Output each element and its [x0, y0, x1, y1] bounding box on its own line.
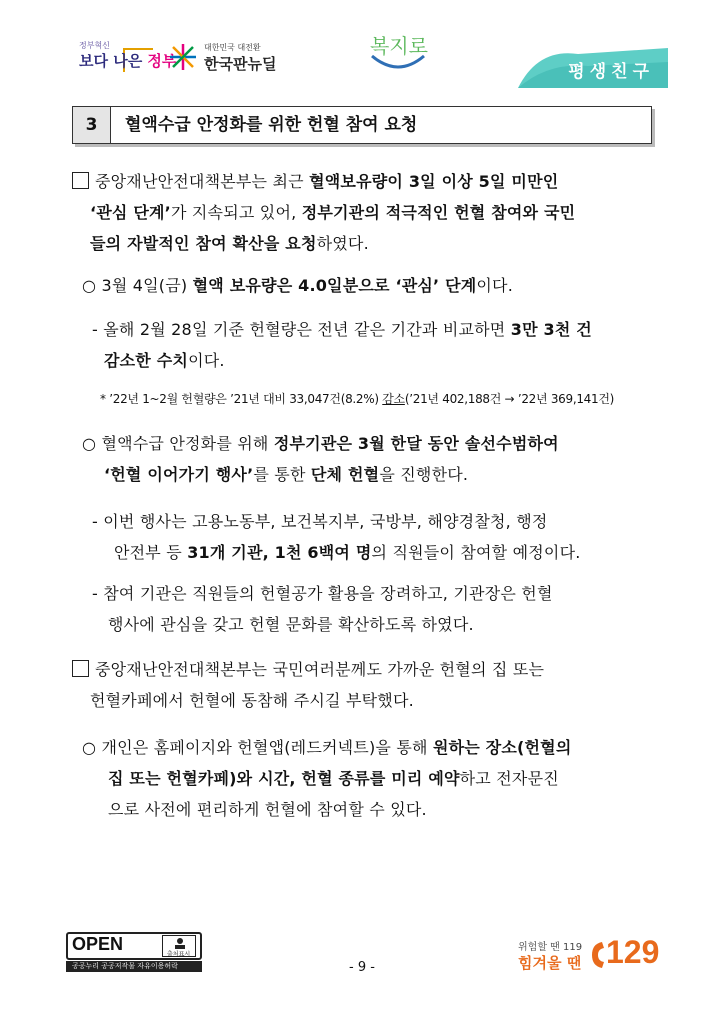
section-title-box [72, 106, 652, 144]
text-span: - 올해 2월 28일 기준 헌혈량은 전년 같은 기간과 비교하면 [92, 320, 511, 339]
gov-logo-big-text [79, 50, 176, 71]
gov-logo-suffix: 정부 [147, 52, 177, 70]
text-span: ○ 3월 4일(금) [82, 276, 193, 295]
text-line: - 이번 행사는 고용노동부, 보건복지부, 국방부, 해양경찰청, 행정 [92, 512, 548, 531]
paragraph-blood-reserve [82, 270, 513, 301]
gov-logo-small-text: 정부혁신 [79, 41, 110, 50]
person-icon [174, 937, 186, 949]
gov-logo-prefix: 보다 나은 [79, 52, 143, 70]
text-span-bold: 집 또는 헌혈카페)와 시간, 헌혈 종류를 미리 예약 [108, 769, 460, 788]
text-span: (’21년 402,188건 → ’22년 369,141건) [404, 392, 615, 406]
text-span-bold: 3만 3천 건 [510, 320, 592, 339]
open-caption: 공공누리 공공저작물 자유이용허락 [72, 962, 178, 970]
bokjiro-text: 복지로 [370, 34, 428, 58]
text-span: 을 진행한다. [379, 465, 469, 484]
text-span-bold: 31개 기관, 1천 6백여 명 [187, 543, 372, 562]
paragraph-participating-agencies [92, 506, 581, 568]
paragraph-government-event [82, 428, 559, 490]
text-span-bold: ‘관심 단계’ [90, 203, 171, 222]
text-span: 이다. [188, 351, 225, 370]
paragraph-request-overview [72, 166, 575, 259]
text-line: 헌혈카페에서 헌혈에 동참해 주시길 부탁했다. [90, 691, 414, 710]
paragraph-agency-heads [92, 578, 553, 640]
bokjiro-logo [368, 30, 448, 80]
text-line: 으로 사전에 편리하게 헌혈에 참여할 수 있다. [108, 800, 427, 819]
text-span-bold: 혈액보유량이 3일 이상 5일 미만인 [309, 172, 559, 191]
text-span: 안전부 등 [114, 543, 188, 562]
text-span-bold: 정부기관의 적극적인 헌혈 참여와 국민 [301, 203, 576, 222]
hotline-number: 129 [606, 934, 660, 970]
text-span: 중앙재난안전대책본부는 국민여러분께도 가까운 헌혈의 집 또는 [95, 660, 545, 679]
text-span-bold: 정부기관은 3월 한달 동안 솔선수범하여 [273, 434, 559, 453]
hotline-129-logo [518, 932, 658, 976]
text-span-bold: 혈액 보유량은 4.0일분으로 ‘관심’ 단계 [192, 276, 477, 295]
page-number: - 9 - [349, 960, 375, 975]
text-span: 중앙재난안전대책본부는 최근 [95, 172, 310, 191]
paragraph-public-request [72, 654, 544, 716]
bokjiro-smile-icon [368, 52, 428, 74]
phone-icon [590, 940, 606, 970]
text-line: 행사에 관심을 갖고 헌혈 문화를 확산하도록 하였다. [108, 615, 474, 634]
hotline-small-text: 위험할 땐 119 [518, 942, 583, 953]
lifetime-friend-band [518, 48, 668, 88]
text-span: 하고 전자문진 [459, 769, 559, 788]
new-deal-small-text: 대한민국 대전환 [204, 43, 261, 52]
text-span-bold: ‘헌혈 이어가기 행사’ [104, 465, 254, 484]
text-span-underlined: 감소 [382, 392, 405, 406]
text-span-bold: 감소한 수치 [104, 351, 189, 370]
text-span: ○ 혈액수급 안정화를 위해 [82, 434, 274, 453]
attribution-label: 출처표시 [167, 951, 191, 958]
text-span: 하였다. [316, 234, 369, 253]
paragraph-reservation-info [82, 732, 571, 825]
square-bullet-icon [72, 660, 89, 677]
korean-new-deal-logo [168, 40, 288, 76]
new-deal-big-text: 한국판뉴딜 [204, 55, 277, 73]
open-text: OPEN [72, 934, 124, 954]
section-title: 혈액수급 안정화를 위한 헌혈 참여 요청 [125, 115, 418, 135]
text-span: * ’22년 1~2월 헌혈량은 ’21년 대비 33,047건(8.2%) [100, 392, 383, 406]
text-span-bold: 들의 자발적인 참여 확산을 요청 [90, 234, 317, 253]
section-number: 3 [73, 107, 111, 143]
attribution-box [162, 935, 196, 957]
square-bullet-icon [72, 172, 89, 189]
footnote-statistics [100, 390, 614, 407]
text-span: 를 통한 [253, 465, 311, 484]
text-line: - 참여 기관은 직원들의 헌혈공가 활용을 장려하고, 기관장은 헌혈 [92, 584, 553, 603]
text-span: 이다. [476, 276, 514, 295]
paragraph-donation-decrease [92, 314, 592, 376]
page-header [0, 0, 724, 100]
government-innovation-logo [75, 40, 177, 76]
hotline-big-text: 힘겨울 땐 [518, 954, 582, 972]
new-deal-mark-icon [168, 42, 198, 72]
band-label: 평생친구 [568, 62, 654, 82]
text-span-bold: 원하는 장소(헌혈의 [432, 738, 572, 757]
text-span: ○ 개인은 홈페이지와 헌혈앱(레드커넥트)을 통해 [82, 738, 433, 757]
text-span: 의 직원들이 참여할 예정이다. [371, 543, 581, 562]
text-span-bold: 단체 헌혈 [310, 465, 380, 484]
text-span: 가 지속되고 있어, [170, 203, 302, 222]
